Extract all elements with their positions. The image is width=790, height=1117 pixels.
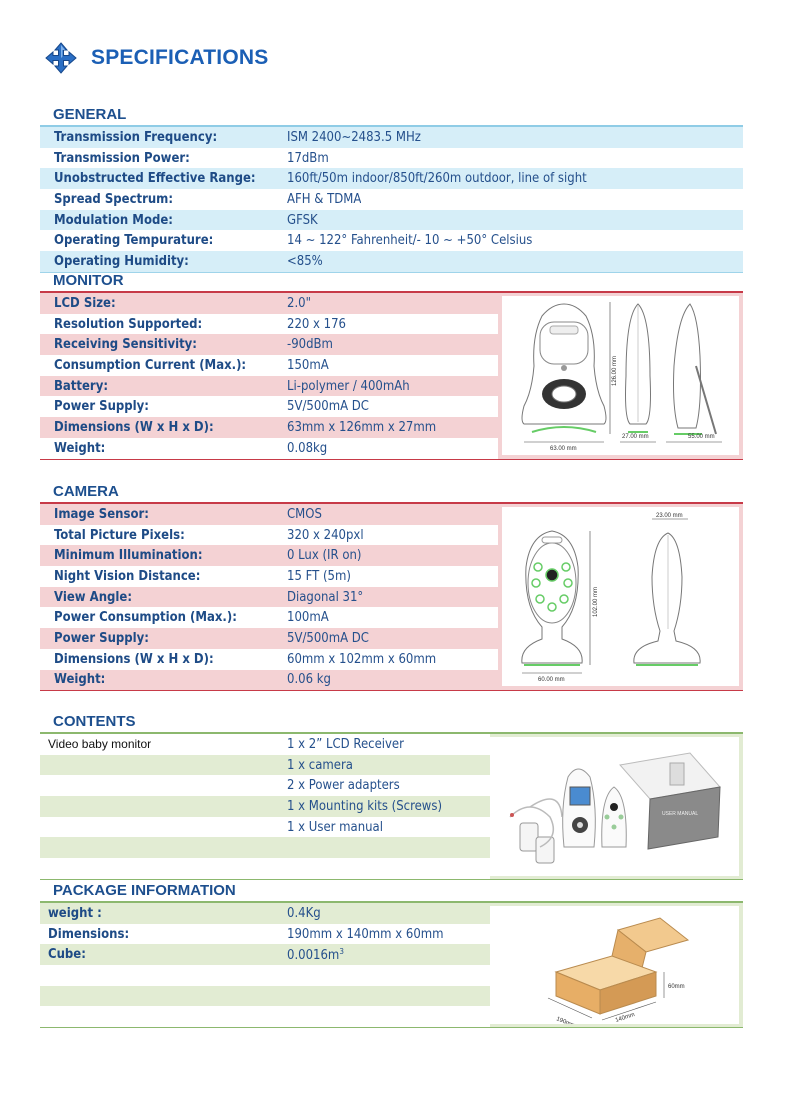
spec-value: 14 ~ 122° Fahrenheit/- 10 ~ +50° Celsius (287, 233, 533, 249)
spec-value: 63mm x 126mm x 27mm (287, 419, 437, 435)
package-section (40, 881, 743, 1028)
camera-height-label: 102.00 mm (593, 586, 599, 617)
spec-row (40, 607, 498, 628)
spec-label: Image Sensor: (54, 506, 149, 522)
spec-label: Transmission Frequency: (54, 129, 218, 145)
spec-label: Transmission Power: (54, 150, 190, 166)
spec-label: Power Supply: (54, 630, 149, 646)
spec-label: Resolution Supported: (54, 316, 203, 332)
contents-product-photo (490, 737, 739, 877)
spec-row (40, 986, 490, 1007)
general-title: GENERAL (53, 106, 127, 123)
spec-value: 150mA (287, 357, 329, 373)
spec-row (40, 417, 498, 438)
product-name: Video baby monitor (48, 737, 152, 752)
spec-row (40, 210, 743, 231)
spec-row (40, 376, 498, 397)
spec-label: Weight: (54, 672, 106, 688)
contents-section (40, 712, 743, 880)
spec-value: 15 FT (5m) (287, 568, 351, 584)
box-width-label: 140mm (614, 1012, 636, 1024)
spec-label: LCD Size: (54, 295, 116, 311)
general-section (40, 105, 743, 273)
spec-value: 0 Lux (IR on) (287, 548, 362, 564)
monitor-section (40, 271, 743, 460)
monitor-title: MONITOR (53, 272, 124, 289)
spec-row (40, 251, 743, 272)
spec-label: Dimensions: (48, 926, 130, 942)
list-item (40, 775, 490, 796)
spec-label: Modulation Mode: (54, 212, 173, 228)
spec-value: 100mA (287, 610, 329, 626)
spec-value: 160ft/50m indoor/850ft/260m outdoor, line of sight (287, 171, 587, 187)
spec-row (40, 293, 498, 314)
camera-section (40, 482, 743, 691)
spec-row (40, 168, 743, 189)
monitor-stand-label: 55.00 mm (688, 434, 715, 440)
spec-value: Diagonal 31° (287, 589, 364, 605)
spec-value: 0.08kg (287, 440, 328, 456)
package-table (40, 901, 743, 1028)
contents-title: CONTENTS (53, 713, 136, 730)
spec-label: Dimensions (W x H x D): (54, 419, 214, 435)
camera-title: CAMERA (53, 483, 119, 500)
spec-value: 220 x 176 (287, 316, 346, 332)
spec-label: Receiving Sensitivity: (54, 337, 197, 353)
spec-row (40, 314, 498, 335)
spec-value: 60mm x 102mm x 60mm (287, 651, 437, 667)
spec-row (40, 903, 490, 924)
content-item: 1 x User manual (287, 819, 383, 835)
spec-row (40, 189, 743, 210)
monitor-width-label: 63.00 mm (550, 446, 577, 452)
monitor-drawing-frame (498, 293, 743, 459)
spec-label: Night Vision Distance: (54, 568, 201, 584)
manual-label: USER MANUAL (662, 811, 699, 817)
spec-row (40, 965, 490, 986)
content-item: 2 x Power adapters (287, 778, 400, 794)
spec-row (40, 944, 490, 965)
list-item (40, 817, 490, 838)
spec-label: Battery: (54, 378, 108, 394)
general-table (40, 125, 743, 273)
list-item (40, 734, 490, 755)
spec-value: 5V/500mA DC (287, 630, 369, 646)
monitor-table (40, 291, 743, 460)
camera-technical-drawing (502, 507, 739, 685)
monitor-depth-label: 27.00 mm (622, 434, 649, 440)
spec-value: 2.0" (287, 295, 311, 311)
list-item (40, 755, 490, 776)
spec-value: ISM 2400~2483.5 MHz (287, 129, 421, 145)
spec-value: GFSK (287, 212, 318, 228)
four-arrow-cross-icon (45, 42, 77, 74)
spec-row (40, 396, 498, 417)
spec-label: Operating Tempurature: (54, 233, 214, 249)
contents-table (40, 732, 743, 880)
spec-label: Total Picture Pixels: (54, 527, 185, 543)
spec-label: Operating Humidity: (54, 253, 189, 269)
spec-label: Power Supply: (54, 399, 149, 415)
spec-label: Cube: (48, 947, 86, 963)
spec-label: Unobstructed Effective Range: (54, 171, 256, 187)
list-item (40, 796, 490, 817)
spec-value (287, 947, 344, 963)
spec-row (40, 545, 498, 566)
camera-depth-label: 23.00 mm (656, 513, 683, 519)
package-box-drawing (490, 906, 739, 1024)
spec-value: AFH & TDMA (287, 191, 362, 207)
spec-value: Li-polymer / 400mAh (287, 378, 410, 394)
contents-photo-frame (490, 734, 743, 879)
camera-drawing-frame (498, 504, 743, 690)
list-item (40, 858, 490, 879)
spec-row (40, 334, 498, 355)
spec-row (40, 924, 490, 945)
content-item: 1 x 2” LCD Receiver (287, 736, 404, 752)
page-header (45, 41, 268, 75)
monitor-technical-drawing (502, 296, 739, 455)
spec-value: 190mm x 140mm x 60mm (287, 926, 444, 942)
cube-exponent: 3 (339, 946, 344, 956)
spec-row (40, 148, 743, 169)
spec-row (40, 127, 743, 148)
page-title: SPECIFICATIONS (91, 46, 269, 69)
content-item: 1 x Mounting kits (Screws) (287, 798, 443, 814)
package-drawing-frame (490, 903, 743, 1027)
spec-row (40, 587, 498, 608)
camera-width-label: 60.00 mm (538, 677, 565, 683)
spec-label: Dimensions (W x H x D): (54, 651, 214, 667)
box-length-label: 190mm (555, 1016, 577, 1024)
box-height-label: 60mm (668, 984, 685, 990)
spec-label: Power Consumption (Max.): (54, 610, 237, 626)
spec-label: Minimum Illumination: (54, 548, 203, 564)
spec-row (40, 649, 498, 670)
spec-row (40, 438, 498, 459)
content-item: 1 x camera (287, 757, 353, 773)
spec-value: 5V/500mA DC (287, 399, 369, 415)
spec-label: Weight: (54, 440, 106, 456)
spec-row (40, 525, 498, 546)
spec-value: 320 x 240pxl (287, 527, 364, 543)
spec-row (40, 230, 743, 251)
spec-row (40, 504, 498, 525)
camera-table (40, 502, 743, 691)
spec-row (40, 628, 498, 649)
spec-row (40, 670, 498, 691)
spec-value: 0.4Kg (287, 905, 321, 921)
spec-value: -90dBm (287, 337, 333, 353)
cube-value: 0.0016m (287, 947, 340, 963)
spec-label: Spread Spectrum: (54, 191, 174, 207)
spec-label: View Angle: (54, 589, 133, 605)
monitor-height-label: 126.00 mm (612, 355, 618, 386)
spec-value: CMOS (287, 506, 322, 522)
list-item (40, 837, 490, 858)
package-title: PACKAGE INFORMATION (53, 882, 236, 899)
spec-row (40, 355, 498, 376)
spec-label: Consumption Current (Max.): (54, 357, 247, 373)
spec-label: weight : (48, 905, 102, 921)
spec-value: 17dBm (287, 150, 329, 166)
spec-value: 0.06 kg (287, 672, 331, 688)
spec-row (40, 1006, 490, 1027)
spec-row (40, 566, 498, 587)
spec-value: <85% (287, 253, 323, 269)
